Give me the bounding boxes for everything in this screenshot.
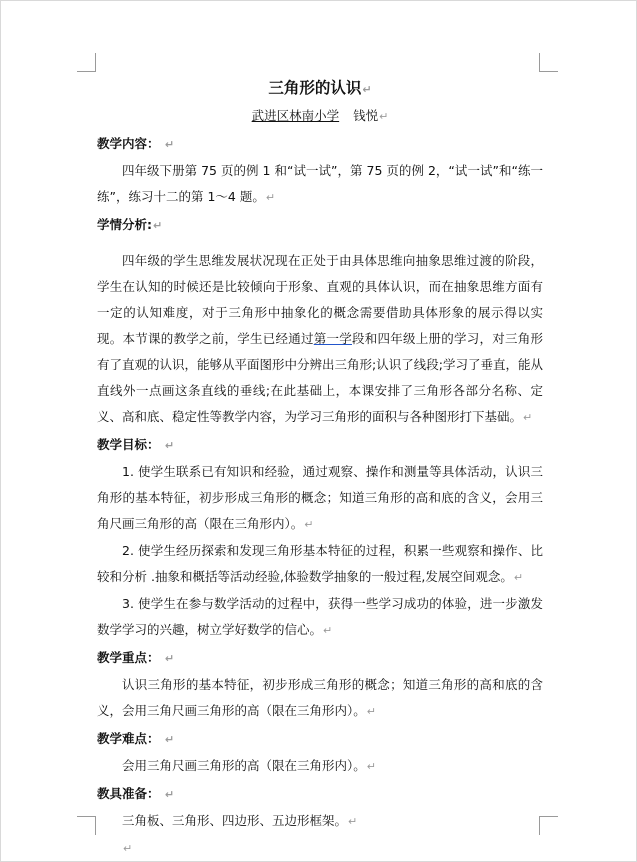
analysis-paragraph: 四年级的学生思维发展状况现在正处于由具体思维向抽象思维过渡的阶段，学生在认知的时候还是比较倾向于形象、直观的具体认识，而在抽象思维方面有一定的认知难度，对于三角形中抽象化的概念需要借助具体形象的展示得以实现。本节课的教学之前，学生已经通过第一学段和四年级上册的学习，对三角形有了直观的认识，能够从平面图形中分辨出三角形;认识了线段;学习了垂直，能从直线外一点画这条直线的垂线;在此基础上，本课安排了三角形各部分名称、定义、高和底、稳定性等教学内容，为学习三角形的面积与各种图形打下基础。↵ [97,253,543,424]
paragraph-mark: ↵ [265,191,276,204]
paragraph-mark: ↵ [304,518,314,531]
author-school: 武进区林南小学 [251,108,340,123]
objective-item: 2. 使学生经历探索和发现三角形基本特征的过程，积累一些观察和操作、比较和分析 .抽象和概括等活动经验,体验数学抽象的一般过程,发展空间观念。↵ [97,543,543,584]
content-paragraph: 四年级下册第 75 页的例 1 和“试一试”，第 75 页的例 2，“试一试”和“练一练”，练习十二的第 1～4 题。↵ [97,163,543,204]
paragraph-mark: ↵ [366,705,376,718]
paragraph-mark: ↵ [164,652,175,665]
paragraph-mark: ↵ [523,411,533,424]
key-points-paragraph: 认识三角形的基本特征，初步形成三角形的概念；知道三角形的高和底的含义，会用三角尺画三角形的高（限在三角形内）。↵ [97,677,543,718]
difficulties-paragraph: 会用三角尺画三角形的高（限在三角形内）。↵ [122,758,376,773]
document-body[interactable] [97,73,543,862]
empty-paragraph [97,835,543,862]
paragraph-mark: ↵ [153,219,163,232]
paragraph-mark: ↵ [164,138,175,151]
document-title: 三角形的认识↵ [268,79,372,97]
paragraph-mark: ↵ [366,760,376,773]
paragraph-mark: ↵ [323,624,333,637]
paragraph-mark: ↵ [348,815,358,828]
margin-corner-bottom-left [77,816,96,835]
paragraph-mark: ↵ [164,788,175,801]
section-heading-difficulties: 教学难点： ↵ [97,731,175,746]
author-name: 钱悦 [353,108,379,123]
underlined-text: 第一学 [313,331,352,346]
author-line [97,103,543,130]
section-heading-materials: 教具准备： ↵ [97,786,175,801]
paragraph-mark: ↵ [513,571,524,584]
section-heading-content: 教学内容： ↵ [97,136,175,151]
section-heading-key-points: 教学重点： ↵ [97,650,175,665]
margin-corner-top-right [539,53,558,72]
paragraph-mark: ↵ [362,83,372,96]
materials-paragraph: 三角板、三角形、四边形、五边形框架。↵ [122,813,358,828]
margin-corner-top-left [77,53,96,72]
section-heading-objectives: 教学目标： ↵ [97,437,175,452]
paragraph-mark: ↵ [164,733,175,746]
objective-item: 1. 使学生联系已有知识和经验，通过观察、操作和测量等具体活动，认识三角形的基本特征，初步形成三角形的概念；知道三角形的高和底的含义，会用三角尺画三角形的高（限在三角形内）。↵ [97,464,543,531]
paragraph-mark: ↵ [164,439,175,452]
paragraph-mark: ↵ [379,110,389,123]
section-heading-analysis: 学情分析:↵ [97,217,163,232]
paragraph-mark: ↵ [123,842,133,855]
objective-item: 3. 使学生在参与数学活动的过程中，获得一些学习成功的体验，进一步激发数学学习的兴趣，树立学好数学的信心。↵ [97,596,543,637]
